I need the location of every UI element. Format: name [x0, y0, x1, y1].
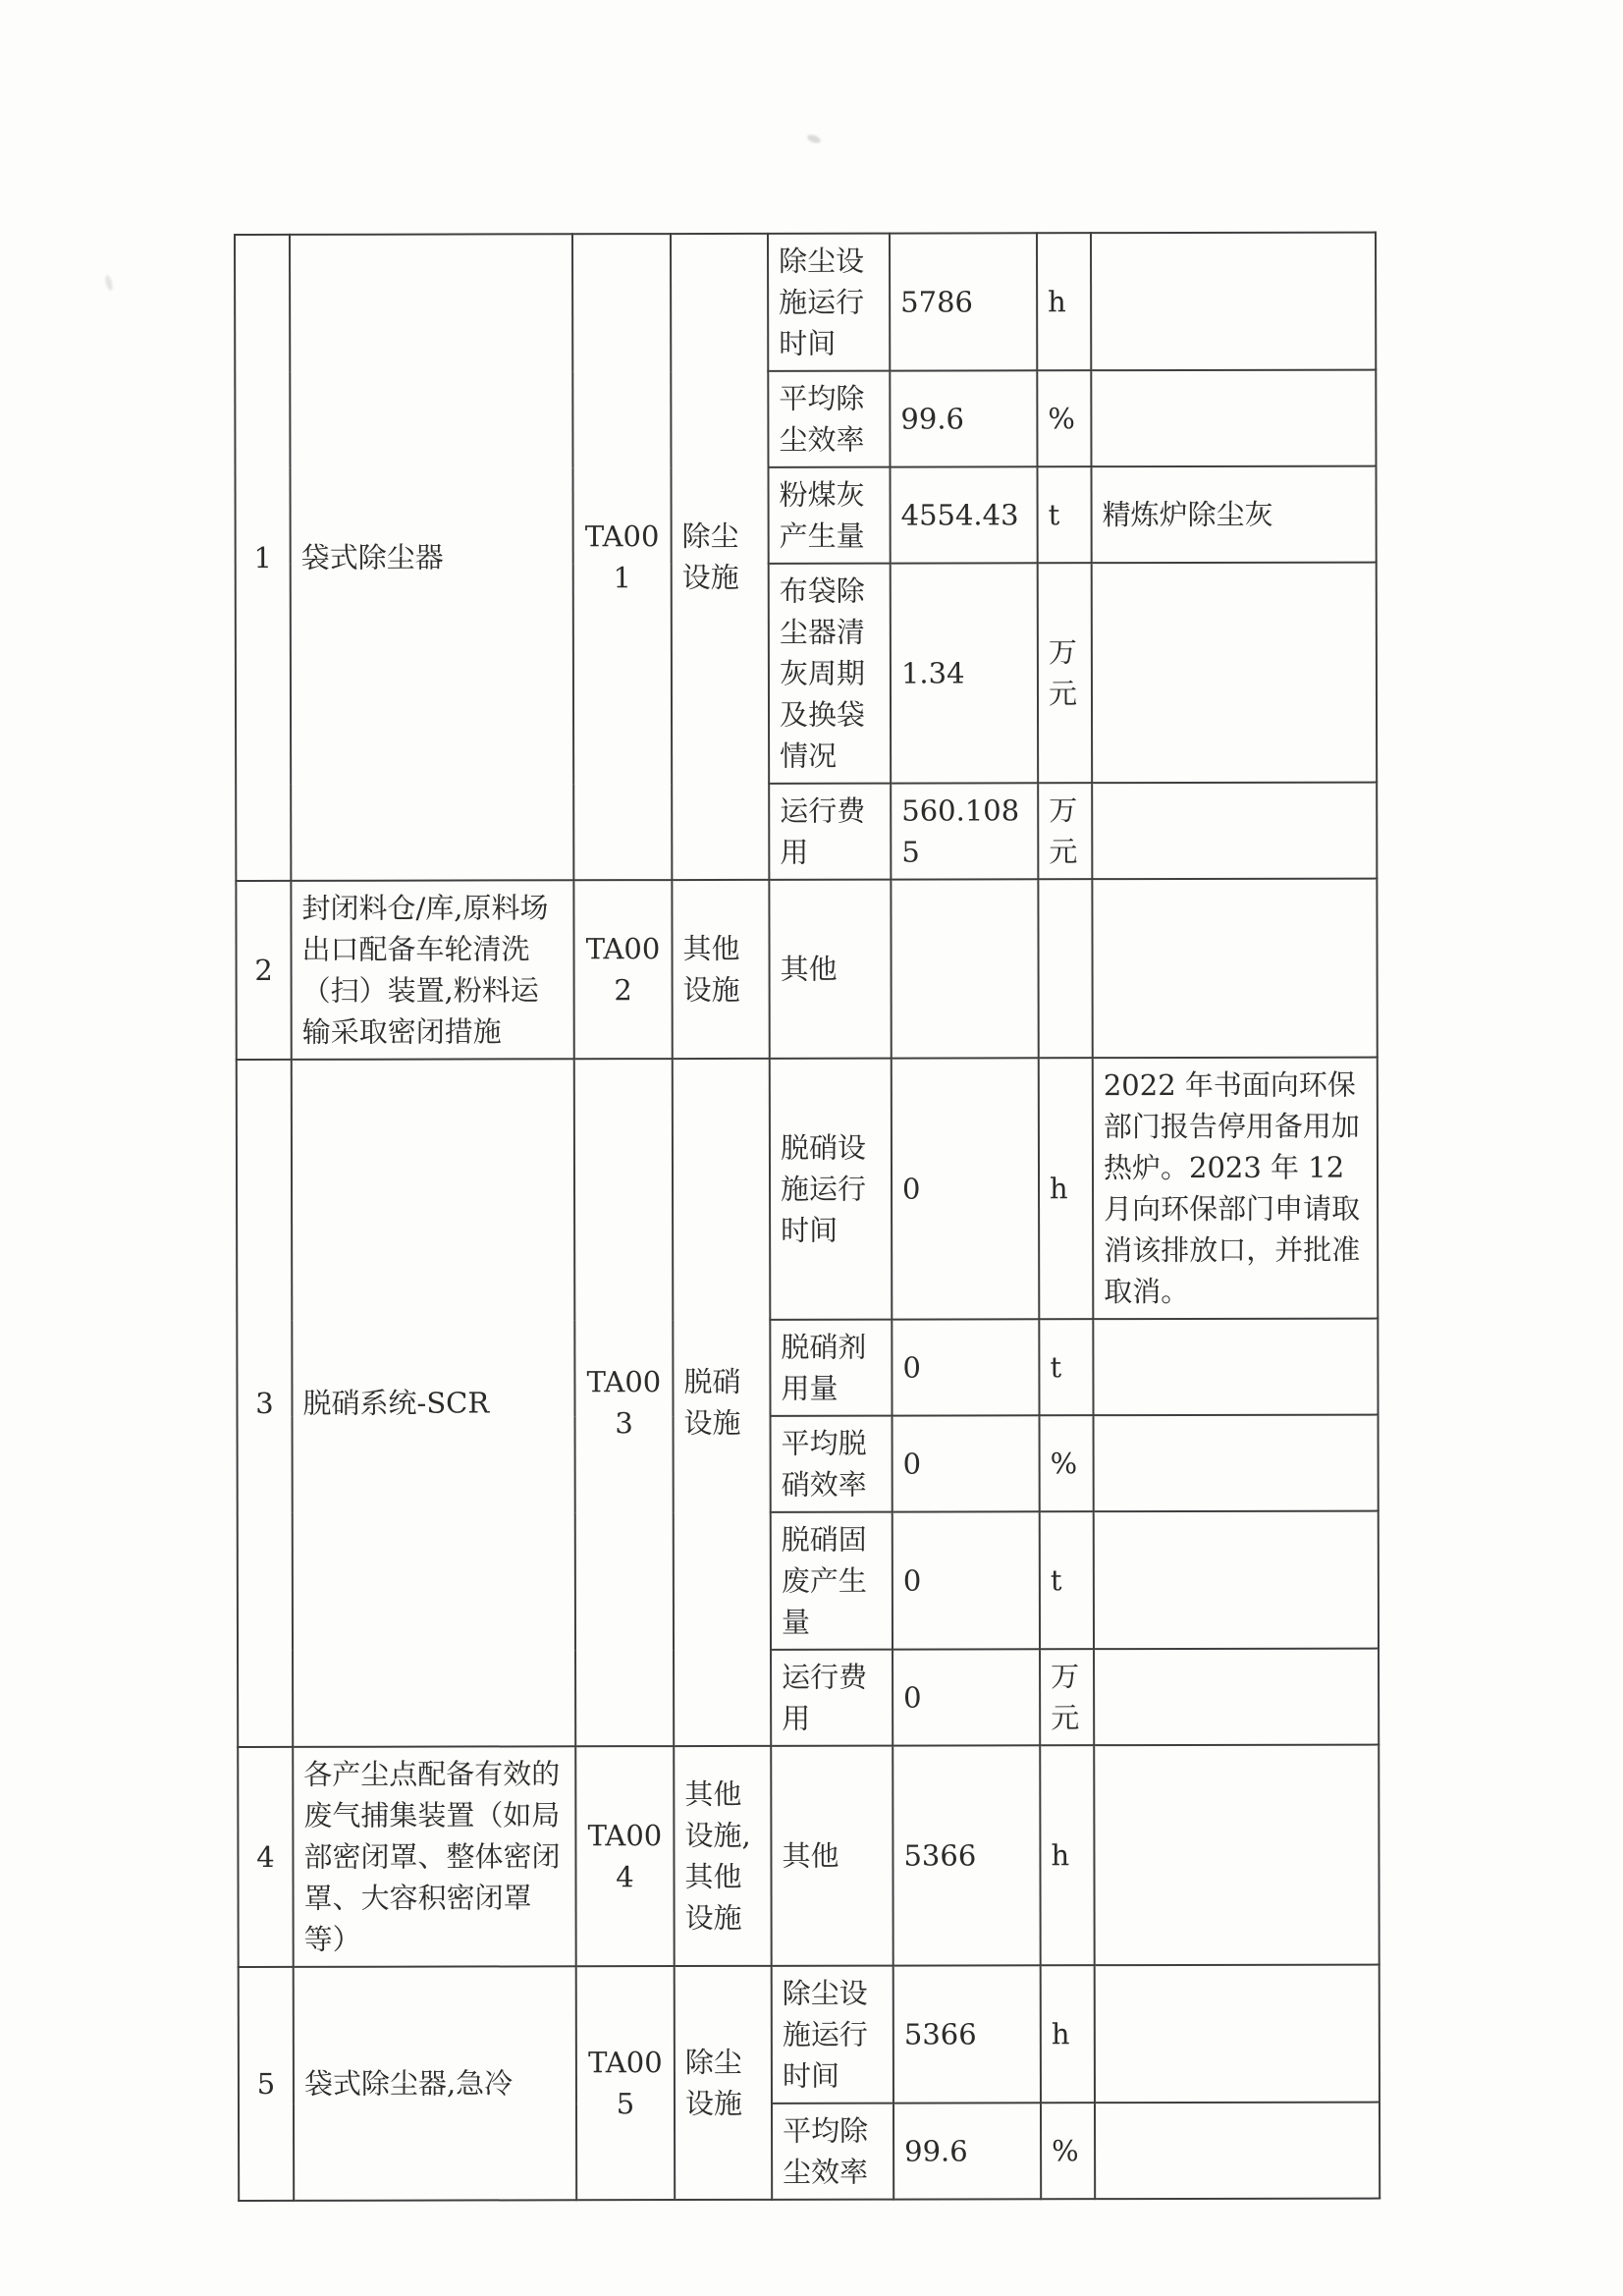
- table-row: [235, 233, 1376, 372]
- facility-type-cell: 其他设施: [672, 880, 769, 1059]
- param-unit-cell: 万元: [1040, 1649, 1094, 1745]
- param-unit-cell: 万元: [1038, 783, 1092, 879]
- param-name-cell: 除尘设施运行时间: [772, 1966, 893, 2104]
- param-value-cell: 0: [893, 1511, 1040, 1649]
- facility-name-cell: 脱硝系统-SCR: [292, 1059, 575, 1747]
- row-index-cell: 4: [238, 1747, 293, 1967]
- row-index-cell: 5: [239, 1967, 294, 2201]
- facility-type-cell: 其他设施,其他设施: [674, 1746, 771, 1966]
- param-name-cell: 脱硝剂用量: [770, 1320, 892, 1416]
- param-unit-cell: h: [1040, 1745, 1094, 1965]
- remark-cell: [1094, 1511, 1379, 1650]
- remark-cell: 精炼炉除尘灰: [1091, 466, 1376, 564]
- param-name-cell: 其他: [771, 1746, 893, 1966]
- param-name-cell: 布袋除尘器清灰周期及换袋情况: [769, 564, 891, 784]
- remark-cell: [1094, 1649, 1379, 1746]
- param-value-cell: 4554.43: [890, 466, 1037, 563]
- param-unit-cell: t: [1040, 1511, 1094, 1649]
- remark-cell: [1095, 2103, 1380, 2200]
- table-row: [239, 1965, 1380, 2105]
- param-value-cell: 0: [893, 1415, 1040, 1511]
- facility-code-cell: TA002: [573, 880, 672, 1059]
- param-unit-cell: 万元: [1038, 563, 1092, 783]
- remark-cell: [1092, 879, 1377, 1059]
- param-unit-cell: %: [1041, 2103, 1095, 2199]
- facility-name-cell: 各产尘点配备有效的废气捕集装置（如局部密闭罩、整体密闭罩、大容积密闭罩等）: [293, 1746, 575, 1967]
- param-name-cell: 平均脱硝效率: [771, 1416, 893, 1512]
- remark-cell: [1091, 233, 1376, 371]
- param-unit-cell: h: [1037, 233, 1091, 370]
- param-unit-cell: [1038, 879, 1092, 1058]
- remark-cell: [1094, 1415, 1379, 1512]
- param-name-cell: 平均除尘效率: [772, 2104, 893, 2200]
- param-value-cell: [891, 879, 1038, 1058]
- row-index-cell: 1: [235, 235, 291, 881]
- table-row: [237, 1058, 1379, 1321]
- facility-code-cell: TA003: [574, 1059, 674, 1746]
- row-index-cell: 2: [236, 881, 291, 1060]
- param-value-cell: 99.6: [890, 370, 1037, 466]
- param-unit-cell: t: [1037, 466, 1091, 563]
- remark-cell: [1092, 563, 1377, 784]
- param-value-cell: 0: [893, 1649, 1040, 1745]
- table-row: [238, 1745, 1379, 1967]
- facility-code-cell: TA004: [575, 1746, 674, 1966]
- facility-name-cell: 袋式除尘器: [290, 234, 573, 881]
- scan-artifact: [806, 134, 822, 144]
- facility-code-cell: TA005: [576, 1966, 675, 2200]
- param-name-cell: 脱硝设施运行时间: [770, 1059, 893, 1320]
- facility-type-cell: 除尘设施: [675, 1966, 772, 2200]
- param-name-cell: 粉煤灰产生量: [768, 467, 890, 564]
- row-index-cell: 3: [237, 1060, 293, 1747]
- param-value-cell: 0: [892, 1319, 1039, 1415]
- facility-name-cell: 封闭料仓/库,原料场出口配备车轮清洗（扫）装置,粉料运输采取密闭措施: [291, 880, 573, 1060]
- param-value-cell: 1.34: [891, 563, 1038, 783]
- param-name-cell: 运行费用: [771, 1650, 893, 1746]
- remark-cell: 2022 年书面向环保部门报告停用备用加热炉。2023 年 12 月向环保部门申请取消该排放口，并批准取消。: [1093, 1058, 1379, 1320]
- param-name-cell: 其他: [769, 880, 891, 1059]
- param-value-cell: 5366: [893, 1965, 1041, 2103]
- remark-cell: [1091, 370, 1376, 467]
- param-name-cell: 运行费用: [769, 784, 891, 880]
- facility-name-cell: 袋式除尘器,急冷: [294, 1966, 576, 2201]
- facility-parameters-table: [234, 232, 1380, 2202]
- facility-code-cell: TA001: [572, 234, 672, 880]
- remark-cell: [1094, 1745, 1379, 1966]
- param-name-cell: 脱硝固废产生量: [771, 1512, 893, 1650]
- param-name-cell: 平均除尘效率: [768, 371, 890, 467]
- scan-artifact: [104, 274, 114, 291]
- param-value-cell: 99.6: [893, 2103, 1041, 2199]
- table-row: [236, 879, 1377, 1060]
- remark-cell: [1093, 1319, 1378, 1416]
- remark-cell: [1092, 783, 1377, 880]
- remark-cell: [1095, 1965, 1380, 2104]
- param-value-cell: 5786: [890, 233, 1037, 370]
- param-unit-cell: %: [1037, 370, 1091, 466]
- table-body: [235, 233, 1380, 2201]
- param-value-cell: 5366: [893, 1745, 1040, 1965]
- param-unit-cell: %: [1040, 1415, 1094, 1511]
- param-unit-cell: t: [1039, 1319, 1093, 1415]
- param-value-cell: 560.1085: [891, 783, 1038, 879]
- param-unit-cell: h: [1039, 1058, 1094, 1319]
- facility-type-cell: 脱硝设施: [673, 1059, 771, 1746]
- param-unit-cell: h: [1041, 1965, 1095, 2103]
- facility-type-cell: 除尘设施: [671, 234, 769, 880]
- param-value-cell: 0: [892, 1058, 1040, 1319]
- param-name-cell: 除尘设施运行时间: [768, 234, 890, 371]
